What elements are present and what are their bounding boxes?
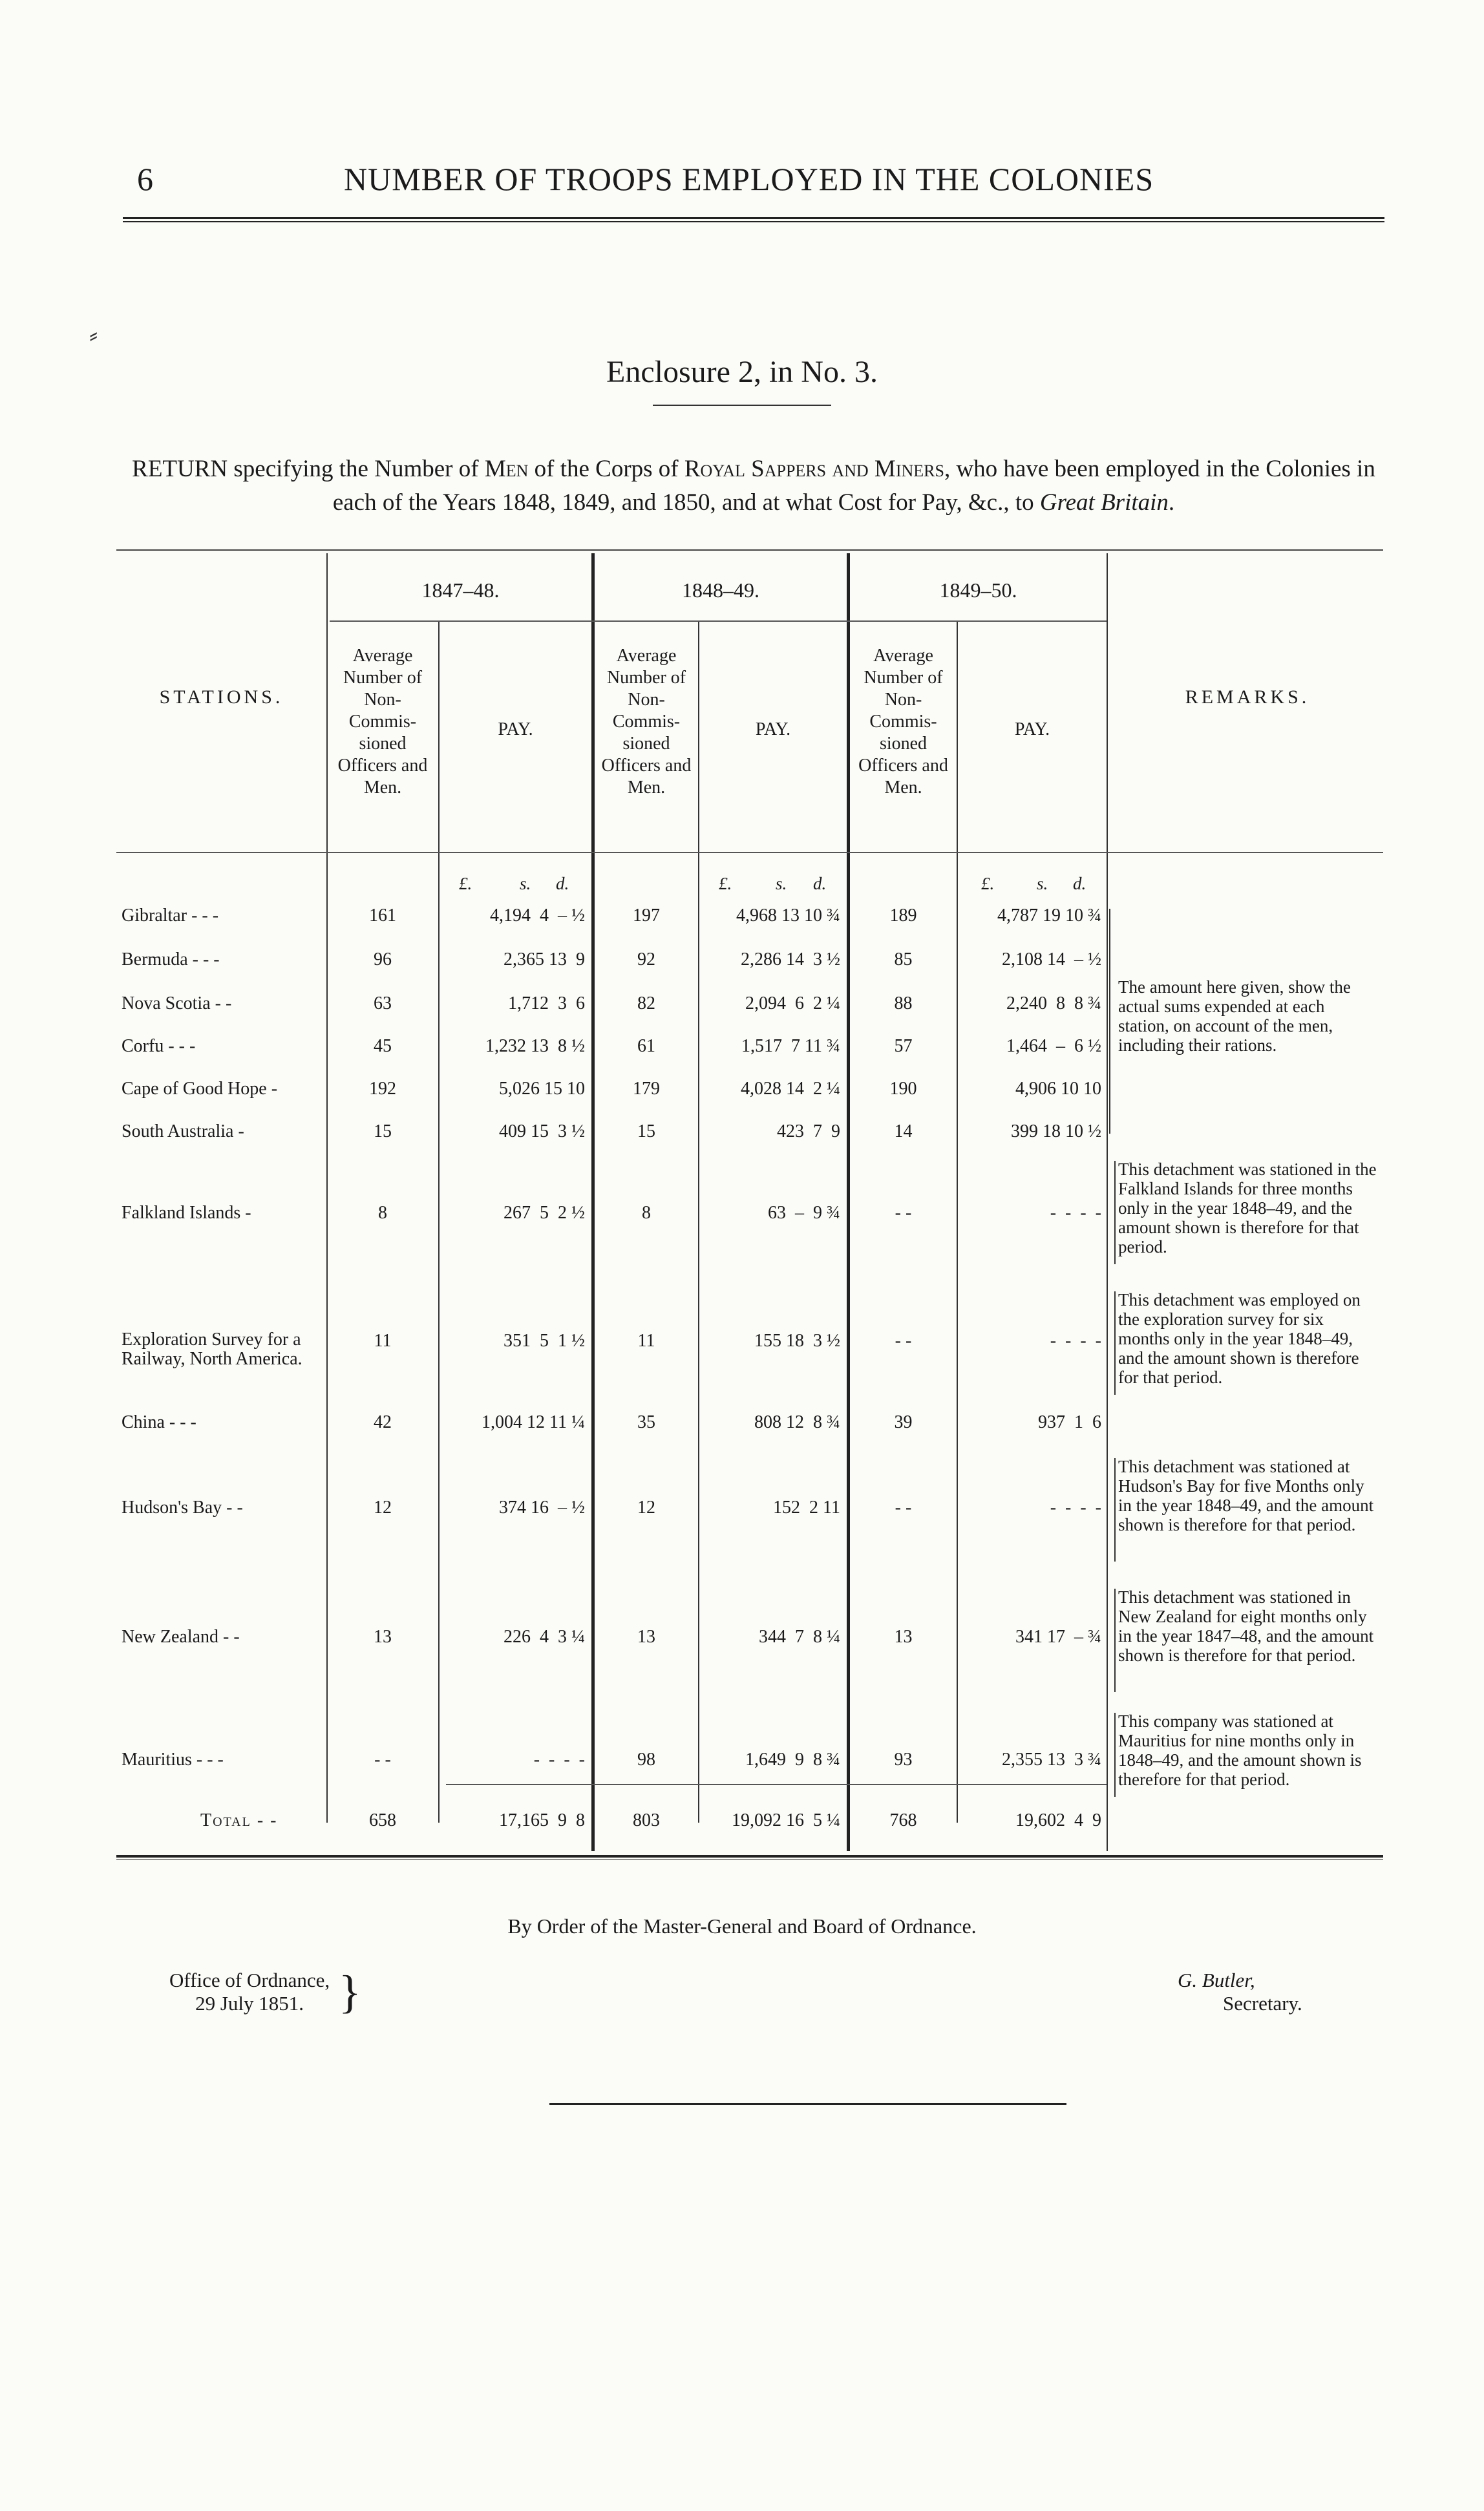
avg-header-line: Non- [628,690,665,710]
pay-1847-48: 351 5 1 ½ [504,1331,585,1351]
year-header: 1849–50. [939,578,1017,602]
avg-1849-50: - - [895,1498,912,1518]
pay-1847-48: 409 15 3 ½ [499,1121,585,1141]
pay-1848-49: 63 – 9 ¾ [768,1203,840,1223]
pay-1848-49: 2,286 14 3 ½ [741,949,840,969]
avg-1849-50: 39 [894,1412,913,1432]
pay-header: PAY. [1014,719,1050,739]
signer-title: Secretary. [1223,1992,1302,2015]
avg-number-header [327,645,438,799]
pay-1849-50: 2,240 8 8 ¾ [1006,993,1101,1013]
stations-header: STATIONS. [159,686,284,708]
return-text-corps: Royal Sappers and Miners [684,456,944,482]
office-of-ordnance [169,1969,330,2015]
signature-block [1178,1969,1302,2015]
remark-falkland: This detachment was stationed in the Falkland Islands for three months only in the year 1848–49, and the amount shown is therefore for that period. [1118,1160,1377,1256]
avg-1848-49: 179 [633,1079,660,1099]
station-name: Bermuda - - - [122,949,220,969]
unit-pounds: £. [719,874,732,893]
avg-1847-48: 8 [378,1203,387,1223]
avg-header-line: sioned [359,734,407,754]
remark-newzealand: This detachment was stationed in New Zealand for eight months only in the year 1847–48, and the amount shown is therefore for that period. [1118,1587,1374,1665]
avg-1847-48: 11 [374,1331,392,1351]
avg-header-line: Officers and [601,756,692,776]
avg-header-line: Commis- [612,712,681,732]
pay-1847-48: 1,004 12 11 ¼ [482,1412,585,1432]
avg-header-line: Men. [363,778,402,798]
avg-1847-48: - - [374,1750,391,1770]
remarks-brace [1114,1589,1116,1692]
avg-1848-49: 197 [633,906,660,926]
pay-1848-49: 423 7 9 [777,1121,840,1141]
station-name: Hudson's Bay - - [122,1498,243,1518]
pay-1849-50: 4,906 10 10 [1015,1079,1101,1099]
avg-1847-48: 63 [374,993,392,1013]
avg-1848-49: 35 [637,1412,655,1432]
pay-1849-50: - - - - [1050,1203,1101,1223]
avg-header-line: Commis- [348,712,417,732]
unit-shillings: s. [520,874,531,893]
avg-1847-48: 13 [374,1627,392,1647]
avg-1849-50: 85 [894,949,913,969]
avg-header-line: sioned [622,734,670,754]
return-text-part: of the Corps of [528,456,684,482]
avg-number-header [595,645,698,799]
pay-1847-48: - - - - [533,1750,585,1770]
enclosure-title: Enclosure 2, in No. 3. [606,355,878,389]
station-name: Corfu - - - [122,1036,196,1056]
avg-number-header [850,645,957,799]
avg-1848-49: 98 [637,1750,655,1770]
avg-1849-50: - - [895,1331,912,1351]
avg-header-line: Men. [627,778,666,798]
end-rule [549,2103,1066,2105]
avg-header-line: Officers and [858,756,948,776]
pay-1848-49: 808 12 8 ¾ [754,1412,840,1432]
office-brace: } [339,1966,361,2018]
pay-1847-48: 4,194 4 – ½ [490,906,585,926]
avg-header-line: sioned [879,734,928,754]
total-pay-1848-49: 19,092 16 5 ¼ [732,1810,840,1830]
pay-1847-48: 2,365 13 9 [504,949,585,969]
remark-hudson: This detachment was stationed at Hudson's Bay for five Months only in the year 1848–49, and the amount shown is therefore for that period. [1118,1457,1374,1534]
avg-1847-48: 96 [374,949,392,969]
remarks-brace [1114,1291,1116,1395]
total-pay-1849-50: 19,602 4 9 [1015,1810,1101,1830]
avg-header-line: Number of [864,668,943,688]
station-name: Gibraltar - - - [122,906,219,926]
avg-1848-49: 61 [637,1036,655,1056]
pay-1848-49: 4,028 14 2 ¼ [741,1079,840,1099]
remarks-brace [1114,1458,1116,1562]
avg-1847-48: 161 [369,906,396,926]
avg-1848-49: 13 [637,1627,655,1647]
avg-1849-50: 190 [889,1079,917,1099]
header-rule [123,217,1384,222]
office-line: Office of Ordnance, [169,1969,330,1991]
station-name: Nova Scotia - - [122,993,232,1013]
total-avg-1848-49: 803 [633,1810,660,1830]
avg-1849-50: 57 [894,1036,913,1056]
avg-1848-49: 8 [642,1203,651,1223]
pay-1848-49: 1,517 7 11 ¾ [741,1036,840,1056]
avg-1847-48: 15 [374,1121,392,1141]
year-header-rule [330,620,1107,622]
margin-mark: ⸗ [89,320,98,349]
pay-1848-49: 4,968 13 10 ¾ [736,906,840,926]
unit-pounds: £. [981,874,995,893]
avg-header-line: Commis- [869,712,937,732]
avg-1849-50: 189 [889,906,917,926]
return-text-great-britain: Great Britain [1039,489,1169,516]
remarks-brace [1109,909,1110,1134]
enclosure-underline [653,405,831,406]
return-text-part: , who have been employed in the Colonies in each of the Years 1848, 1849, and 1850, and at what Cost for Pay, &c., to [332,456,1375,516]
troops-return-table [116,549,1383,1858]
total-label: Total - - [200,1810,278,1830]
avg-header-line: Average [352,646,413,666]
avg-1847-48: 42 [374,1412,392,1432]
return-text-men: Men [484,456,529,482]
pay-1847-48: 5,026 15 10 [499,1079,585,1099]
pay-1849-50: 399 18 10 ½ [1011,1121,1101,1141]
running-title: NUMBER OF TROOPS EMPLOYED IN THE COLONIES [344,161,1154,197]
column-divider [1107,553,1108,1851]
remark-mauritius: This company was stationed at Mauritius for nine months only in 1848–49, and the amount shown is therefore for that period. [1118,1711,1362,1789]
remarks-brace [1114,1161,1116,1264]
avg-header-line: Non- [364,690,401,710]
avg-1849-50: 14 [894,1121,913,1141]
unit-pence: d. [813,874,827,893]
year-header: 1848–49. [682,578,759,602]
return-description [123,452,1384,520]
avg-header-line: Men. [884,778,922,798]
pay-1847-48: 267 5 2 ½ [504,1203,585,1223]
avg-header-line: Average [873,646,933,666]
year-header: 1847–48. [421,578,500,602]
pay-1848-49: 2,094 6 2 ¼ [745,993,840,1013]
avg-1849-50: 13 [894,1627,913,1647]
station-name: New Zealand - - [122,1627,240,1647]
station-name: Cape of Good Hope - [122,1079,278,1099]
pay-1849-50: - - - - [1050,1498,1101,1518]
table-top-rule [116,549,1383,551]
remark-exploration: This detachment was employed on the exploration survey for six months only in the year 1848–49, and the amount shown is therefore for that period. [1118,1290,1361,1387]
avg-1848-49: 15 [637,1121,655,1141]
avg-1847-48: 12 [374,1498,392,1518]
unit-pounds: £. [459,874,472,893]
pay-1847-48: 1,712 3 6 [508,993,585,1013]
return-text-part: RETURN specifying the Number of [132,456,485,482]
total-avg-1847-48: 658 [369,1810,396,1830]
pay-1848-49: 1,649 9 8 ¾ [745,1750,840,1770]
unit-shillings: s. [776,874,787,893]
pay-1849-50: 341 17 – ¾ [1015,1627,1101,1647]
pay-1847-48: 374 16 – ½ [499,1498,585,1518]
unit-pence: d. [1073,874,1086,893]
pay-1849-50: 2,355 13 3 ¾ [1002,1750,1101,1770]
station-name: Falkland Islands - [122,1203,251,1223]
pay-header: PAY. [498,719,533,739]
station-name: China - - - [122,1412,196,1432]
avg-1849-50: 93 [894,1750,913,1770]
pay-1847-48: 1,232 13 8 ½ [485,1036,585,1056]
avg-1847-48: 192 [369,1079,396,1099]
avg-1848-49: 82 [637,993,655,1013]
pay-1849-50: 2,108 14 – ½ [1002,949,1101,969]
pay-1849-50: - - - - [1050,1331,1101,1351]
avg-header-line: Number of [606,668,686,688]
page-number: 6 [137,161,153,197]
remarks-brace [1114,1713,1116,1797]
station-name: South Australia - [122,1121,244,1141]
avg-header-line: Officers and [337,756,428,776]
unit-pence: d. [556,874,569,893]
total-top-rule [446,1784,1107,1785]
pay-1849-50: 4,787 19 10 ¾ [997,906,1101,926]
pay-1848-49: 155 18 3 ½ [754,1331,840,1351]
avg-1849-50: 88 [894,993,913,1013]
pay-1848-49: 152 2 11 [773,1498,840,1518]
pay-1849-50: 1,464 – 6 ½ [1006,1036,1101,1056]
table-bottom-rule [116,1855,1383,1860]
avg-1847-48: 45 [374,1036,392,1056]
remark-rations: The amount here given, show the actual sums expended at each station, on account of the men, including their rations. [1118,977,1351,1055]
office-date: 29 July 1851. [195,1992,304,2015]
unit-shillings: s. [1037,874,1048,893]
remarks-header: REMARKS. [1185,686,1310,708]
avg-header-line: Non- [884,690,922,710]
pay-1848-49: 344 7 8 ¼ [759,1627,840,1647]
pay-1847-48: 226 4 3 ¼ [504,1627,585,1647]
return-text-part: . [1168,489,1175,516]
total-avg-1849-50: 768 [889,1810,917,1830]
pay-1849-50: 937 1 6 [1038,1412,1101,1432]
pay-header: PAY. [755,719,791,739]
station-name: Mauritius - - - [122,1750,224,1770]
avg-header-line: Average [616,646,677,666]
avg-header-line: Number of [343,668,423,688]
avg-1849-50: - - [895,1203,912,1223]
avg-1848-49: 12 [637,1498,655,1518]
header-bottom-rule [116,852,1383,853]
station-name: Exploration Survey for a Railway, North America. [122,1330,302,1369]
avg-1848-49: 92 [637,949,655,969]
signer-name: G. Butler, [1178,1969,1255,1991]
order-line: By Order of the Master-General and Board of Ordnance. [507,1914,977,1938]
avg-1848-49: 11 [637,1331,655,1351]
total-pay-1847-48: 17,165 9 8 [499,1810,585,1830]
